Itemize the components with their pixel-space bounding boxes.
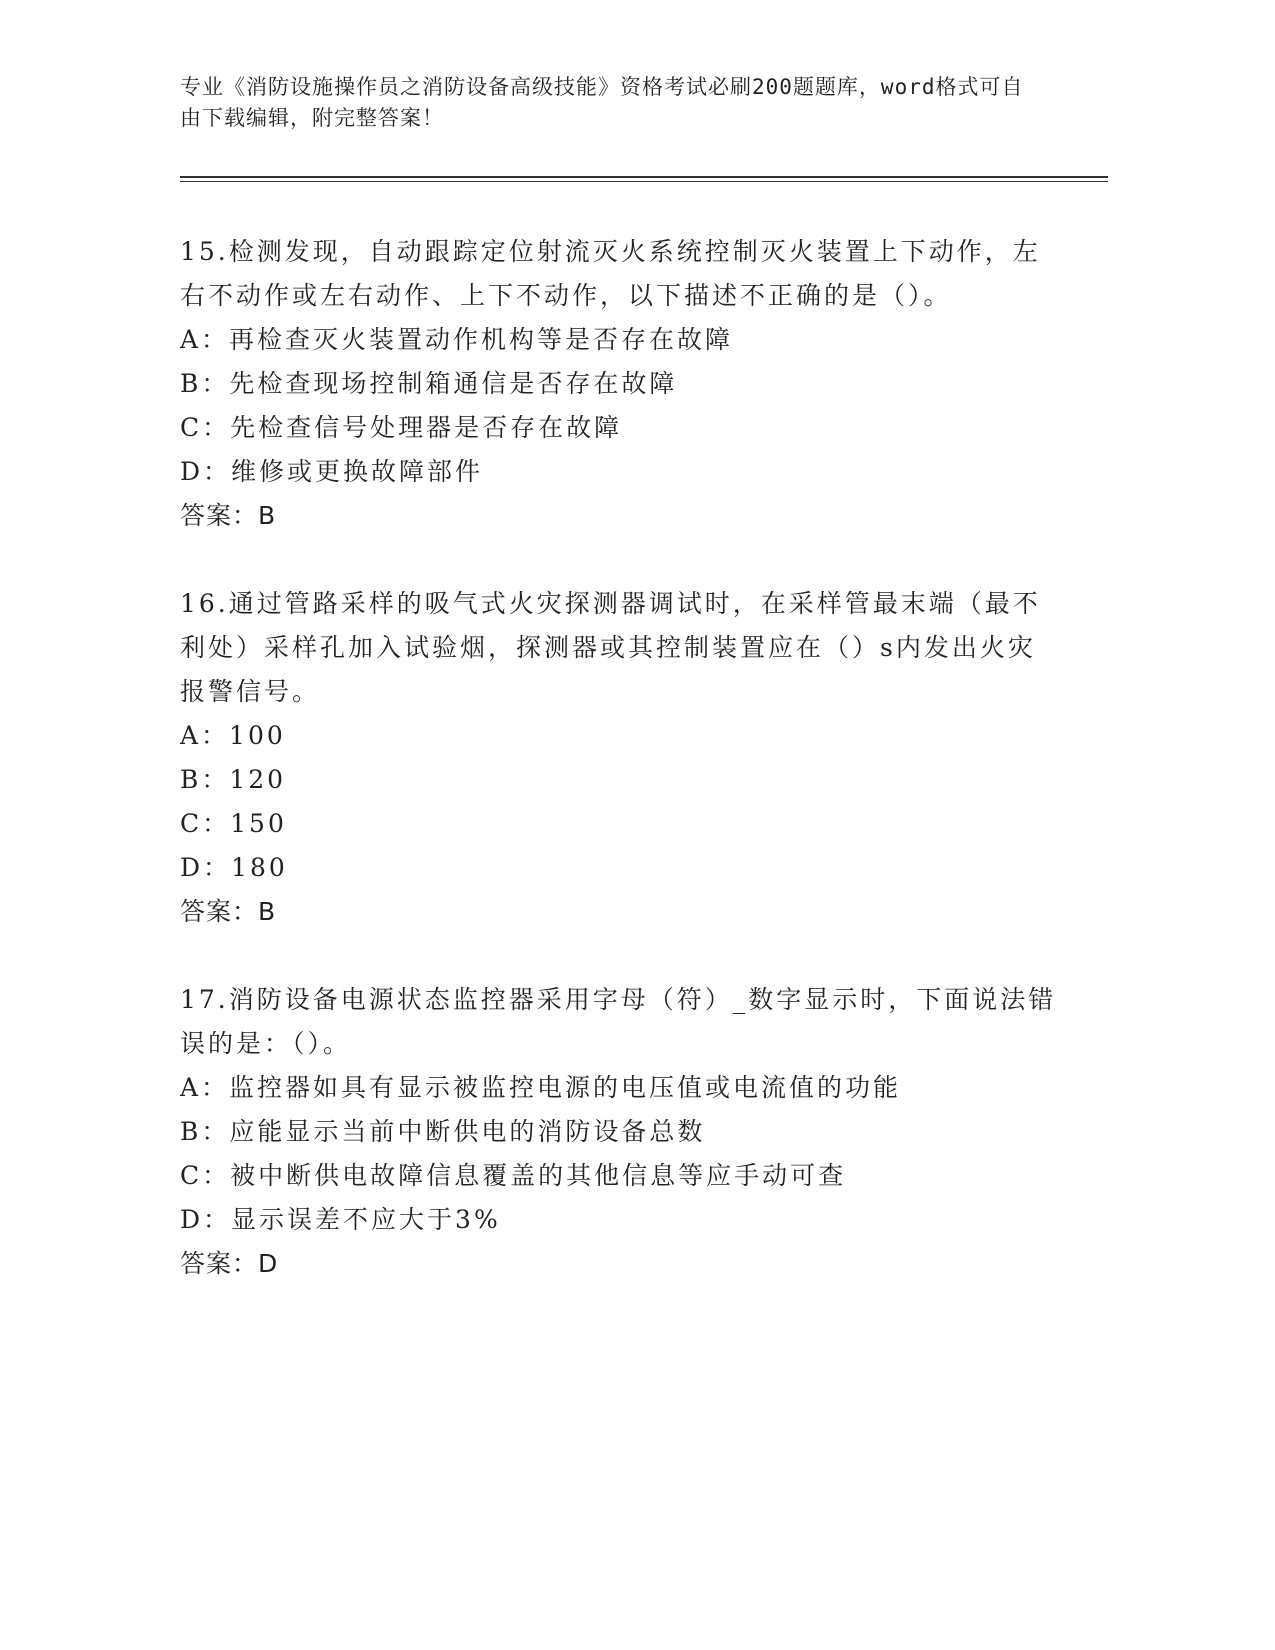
option-a: A：监控器如具有显示被监控电源的电压值或电流值的功能 — [180, 1073, 902, 1102]
option-b: B：120 — [180, 765, 287, 794]
question-stem: 17.消防设备电源状态监控器采用字母（符）_数字显示时，下面说法错误的是：（）。 — [180, 985, 1057, 1058]
option-b: B：先检查现场控制箱通信是否存在故障 — [180, 369, 678, 398]
question-17 — [180, 978, 1060, 1286]
header-divider-secondary — [180, 181, 1108, 182]
answer-label: 答案：D — [180, 1249, 279, 1278]
option-d: D：维修或更换故障部件 — [180, 457, 484, 486]
answer-label: 答案：B — [180, 897, 277, 926]
option-a: A：100 — [180, 721, 286, 750]
option-a: A：再检查灭火装置动作机构等是否存在故障 — [180, 325, 734, 354]
page-header: 专业《消防设施操作员之消防设备高级技能》资格考试必刷200题题库，word格式可自由下载编辑，附完整答案！ — [180, 75, 1024, 130]
option-b: B：应能显示当前中断供电的消防设备总数 — [180, 1117, 706, 1146]
answer-label: 答案：B — [180, 501, 277, 530]
header-divider — [180, 176, 1108, 178]
option-d: D：180 — [180, 853, 288, 882]
question-list — [180, 230, 1060, 1330]
option-c: C：先检查信号处理器是否存在故障 — [180, 413, 623, 442]
option-d: D：显示误差不应大于3% — [180, 1205, 501, 1234]
option-c: C：150 — [180, 809, 287, 838]
question-16 — [180, 582, 1060, 934]
question-15 — [180, 230, 1060, 538]
question-stem: 16.通过管路采样的吸气式火灾探测器调试时，在采样管最末端（最不利处）采样孔加入试验烟，探测器或其控制装置应在（）s内发出火灾报警信号。 — [180, 589, 1041, 706]
option-c: C：被中断供电故障信息覆盖的其他信息等应手动可查 — [180, 1161, 847, 1190]
question-stem: 15.检测发现，自动跟踪定位射流灭火系统控制灭火装置上下动作，左右不动作或左右动作、上下不动作，以下描述不正确的是（）。 — [180, 237, 1041, 310]
